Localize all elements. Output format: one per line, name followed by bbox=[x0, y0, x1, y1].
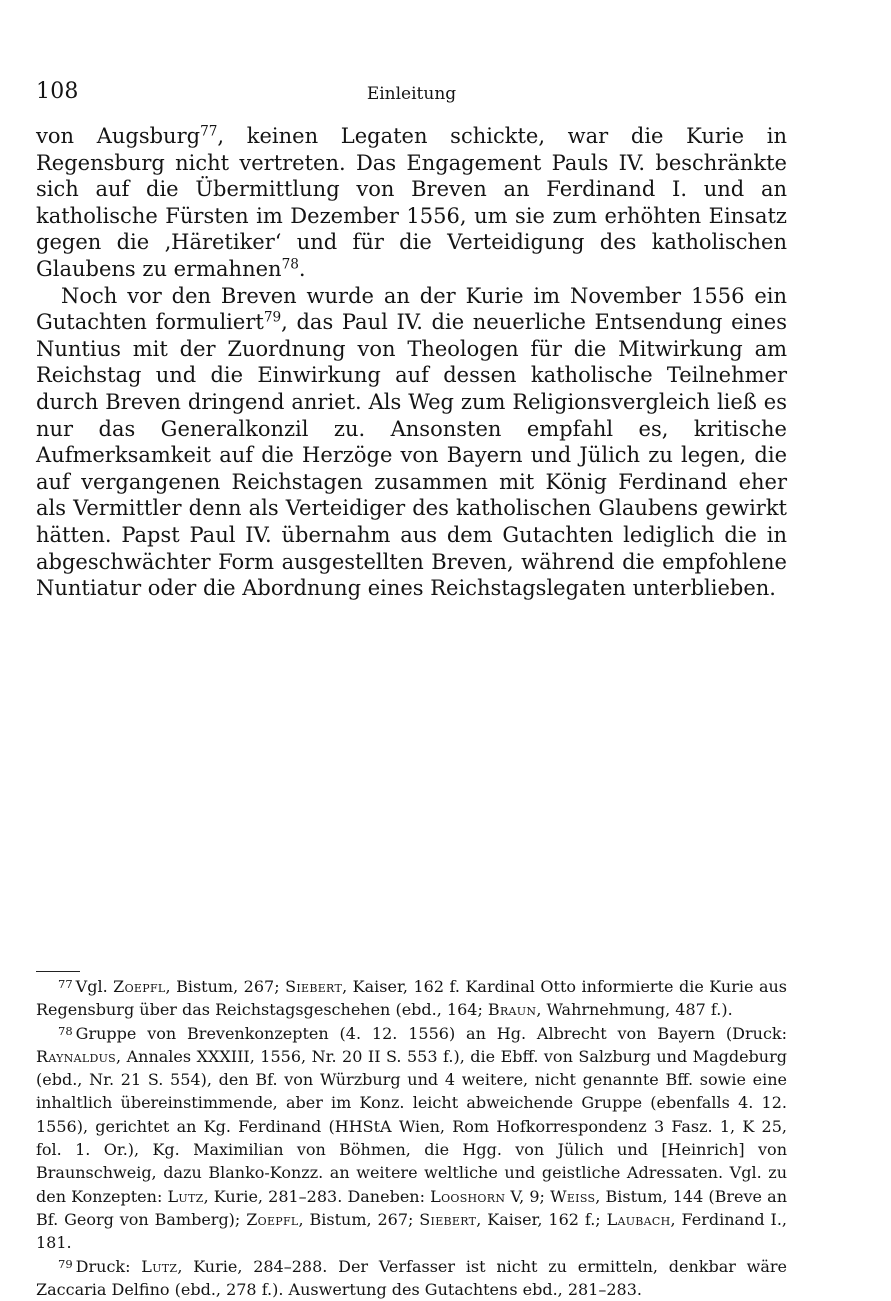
page-number: 108 bbox=[36, 79, 79, 104]
author-name: Raynaldus bbox=[36, 1046, 117, 1066]
author-name: Zoepfl bbox=[113, 977, 166, 996]
paragraph-2 bbox=[36, 283, 787, 602]
footnote-text: , Bistum, 267; bbox=[165, 977, 286, 996]
footnote-text: , Wahrnehmung, 487 f.). bbox=[536, 1000, 733, 1020]
footnote-text: V, 9; bbox=[505, 1186, 551, 1206]
paragraph-2-text-a: Noch vor den Breven wurde an der Kurie im November 1556 ein Gutachten formuliert bbox=[36, 283, 787, 335]
author-name: Braun bbox=[487, 1000, 537, 1020]
footnote-text: Gruppe von Brevenkonzepten (4. 12. 1556) an Hg. Albrecht von Bayern (Druck: bbox=[75, 1023, 787, 1043]
footnote-text: , Annales XXXIII, 1556, Nr. 20 II S. 553 f.), die Ebff. von Salzburg und Magdeburg (ebd., Nr. 21 S. 554), den Bf. von Würzburg und 4 weitere, nicht genannte Bff. sowie eine inhaltlich übereinstimmende, aber im Konz. leicht abweichende Gruppe (ebenfalls 4. 12. 1556), gerichtet an Kg. Ferdinand (HHStA Wien, Rom Hofkorrespondenz 3 Fasz. 1, K 25, fol. 1. Or.), Kg. Maximilian von Böhmen, die Hgg. von Jülich und [Heinrich] von Braunschweig, dazu Blanko-Konzz. an weitere weltliche und geistliche Adressaten. Vgl. zu den Konzepten: bbox=[36, 1046, 787, 1206]
footnote-text: Druck: bbox=[75, 1256, 142, 1276]
footnote-text: Vgl. bbox=[75, 977, 114, 996]
footnote-78 bbox=[36, 1022, 787, 1255]
footnote-number: 79 bbox=[58, 1256, 73, 1271]
page-header bbox=[36, 78, 787, 108]
footnote-79 bbox=[36, 1255, 787, 1301]
footnote-text: , Bistum, 144 (Breve an Bf. Georg von Bamberg); bbox=[36, 1186, 788, 1229]
footnote-number: 78 bbox=[58, 1023, 73, 1038]
paragraph-2-text-b: , das Paul IV. die neuerliche Entsendung eines Nuntius mit der Zuordnung von Theologen für die Mitwirkung am Reichstag und die Einwirkung auf dessen katholische Teilnehmer durch Breven dringend anriet. Als Weg zum Religionsvergleich ließ es nur das Generalkonzil zu. Ansonsten empfahl es, kritische Aufmerksamkeit auf die Herzöge von Bayern und Jülich zu legen, die auf vergangenen Reichstagen zusammen mit König Ferdinand eher als Vermittler denn als Verteidiger des katholischen Glaubens gewirkt hätten. Papst Paul IV. übernahm aus dem Gutachten lediglich die in abgeschwächter Form ausgestellten Breven, während die empfohlene Nuntiatur oder die Abordnung eines Reichstagslegaten unterblieben. bbox=[36, 310, 787, 601]
author-name: Siebert bbox=[419, 1209, 477, 1229]
footnote-text: , Kurie, 281–283. Daneben: bbox=[203, 1186, 431, 1206]
paragraph-1-text-a: von Augsburg bbox=[36, 124, 201, 148]
author-name: Weiss bbox=[550, 1186, 596, 1206]
footnote-ref-78: 78 bbox=[281, 256, 299, 273]
author-name: Laubach bbox=[606, 1209, 671, 1229]
paragraph-1-text-c: . bbox=[298, 256, 306, 281]
paragraph-1-text-b: , keinen Legaten schickte, war die Kurie in Regensburg nicht vertreten. Das Engagement Pauls IV. beschränkte sich auf die Übermittlung von Breven an Ferdinand I. und an katholische Fürsten im Dezember 1556, um sie zum erhöhten Einsatz gegen die ‚Häretiker‘ und für die Verteidigung des katholischen Glaubens zu ermahnen bbox=[36, 124, 787, 281]
footnote-ref-79: 79 bbox=[263, 309, 282, 326]
running-head: Einleitung bbox=[366, 84, 457, 104]
author-name: Zoepfl bbox=[246, 1209, 299, 1229]
footnote-text: , Kaiser, 162 f. Kardinal Otto informierte die Kurie aus Regensburg über das Reichstagsgeschehen (ebd., 164; bbox=[36, 977, 788, 1020]
author-name: Looshorn bbox=[430, 1186, 506, 1206]
footnote-number: 77 bbox=[58, 976, 73, 991]
footnote-text: , Ferdinand I., 181. bbox=[36, 1209, 787, 1253]
footnote-ref-77: 77 bbox=[200, 123, 218, 140]
footnote-text: , Bistum, 267; bbox=[298, 1209, 420, 1229]
author-name: Lutz bbox=[167, 1186, 204, 1206]
footnote-77 bbox=[36, 975, 787, 1022]
footnotes bbox=[36, 971, 787, 1301]
paragraph-1 bbox=[36, 123, 787, 283]
footnote-text: , Kurie, 284–288. Der Verfasser ist nicht zu ermitteln, denkbar wäre Zaccaria Delfino (ebd., 278 f.). Auswertung des Gutachtens ebd., 281–283. bbox=[36, 1256, 788, 1299]
main-text bbox=[36, 123, 787, 602]
footnote-divider bbox=[36, 971, 80, 972]
footnote-text: , Kaiser, 162 f.; bbox=[476, 1209, 607, 1229]
author-name: Siebert bbox=[285, 977, 343, 996]
author-name: Lutz bbox=[141, 1256, 178, 1276]
